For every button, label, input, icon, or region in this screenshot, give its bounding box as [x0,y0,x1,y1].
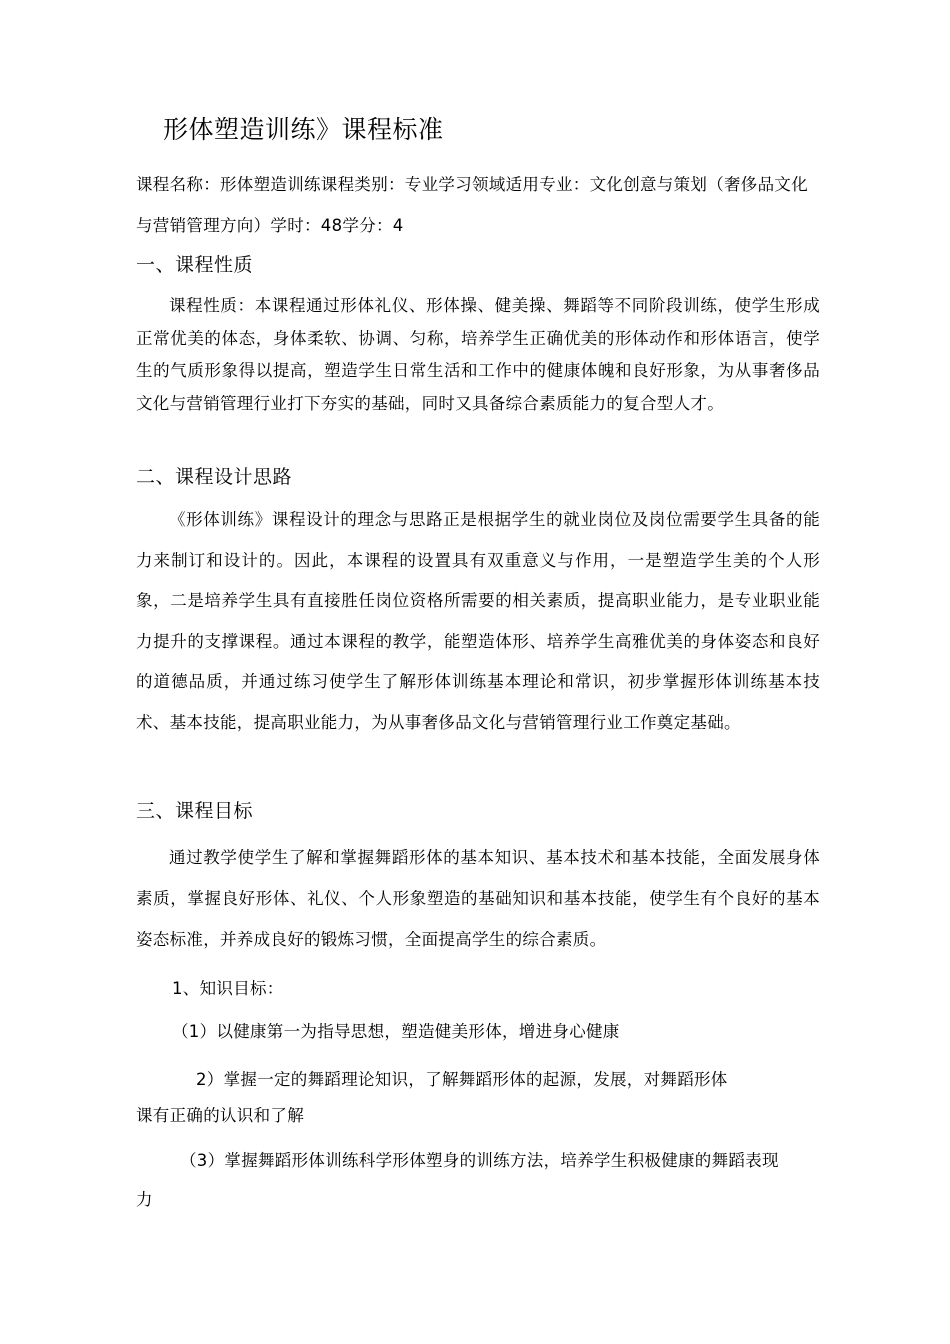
knowledge-goal-item-3: （3）掌握舞蹈形体训练科学形体塑身的训练方法，培养学生积极健康的舞蹈表现 [180,1151,779,1170]
section-body-goals: 通过教学使学生了解和掌握舞蹈形体的基本知识、基本技术和基本技能，全面发展身体素质，掌握良好形体、礼仪、个人形象塑造的基础知识和基本技能，使学生有个良好的基本姿态标准，并养成良好的锻炼习惯，全面提高学生的综合素质。 [136,848,820,949]
knowledge-goal-item-3-cont: 力 [136,1190,153,1209]
knowledge-goal-item-2-cont: 课有正确的认识和了解 [136,1106,304,1125]
section-body-design: 《形体训练》课程设计的理念与思路正是根据学生的就业岗位及岗位需要学生具备的能力来制订和设计的。因此，本课程的设置具有双重意义与作用，一是塑造学生美的个人形象，二是培养学生具有直接胜任岗位资格所需要的相关素质，提高职业能力，是专业职业能力提升的支撑课程。通过本课程的教学，能塑造体形、培养学生高雅优美的身体姿态和良好的道德品质，并通过练习使学生了解形体训练基本理论和常识，初步掌握形体训练基本技术、基本技能，提高职业能力，为从事奢侈品文化与营销管理行业工作奠定基础。 [136,510,820,732]
knowledge-goal-item-2: 2）掌握一定的舞蹈理论知识，了解舞蹈形体的起源，发展，对舞蹈形体 [196,1070,728,1089]
section-heading-goals: 三、课程目标 [136,800,254,822]
section-heading-design: 二、课程设计思路 [136,466,293,488]
section-heading-nature: 一、课程性质 [136,254,254,276]
document-title: 形体塑造训练》课程标准 [163,115,444,144]
knowledge-goal-item-1: （1）以健康第一为指导思想，塑造健美形体，增进身心健康 [172,1022,620,1041]
section-body-nature: 课程性质：本课程通过形体礼仪、形体操、健美操、舞蹈等不同阶段训练，使学生形成正常优美的体态，身体柔软、协调、匀称，培养学生正确优美的形体动作和形体语言，使学生的气质形象得以提高，塑造学生日常生活和工作中的健康体魄和良好形象，为从事奢侈品文化与营销管理行业打下夯实的基础，同时又具备综合素质能力的复合型人才。 [136,296,820,413]
knowledge-goal-label: 1、知识目标： [172,979,284,998]
course-info: 课程名称：形体塑造训练课程类别：专业学习领域适用专业：文化创意与策划（奢侈品文化与营销管理方向）学时：48学分：4 [136,175,808,235]
